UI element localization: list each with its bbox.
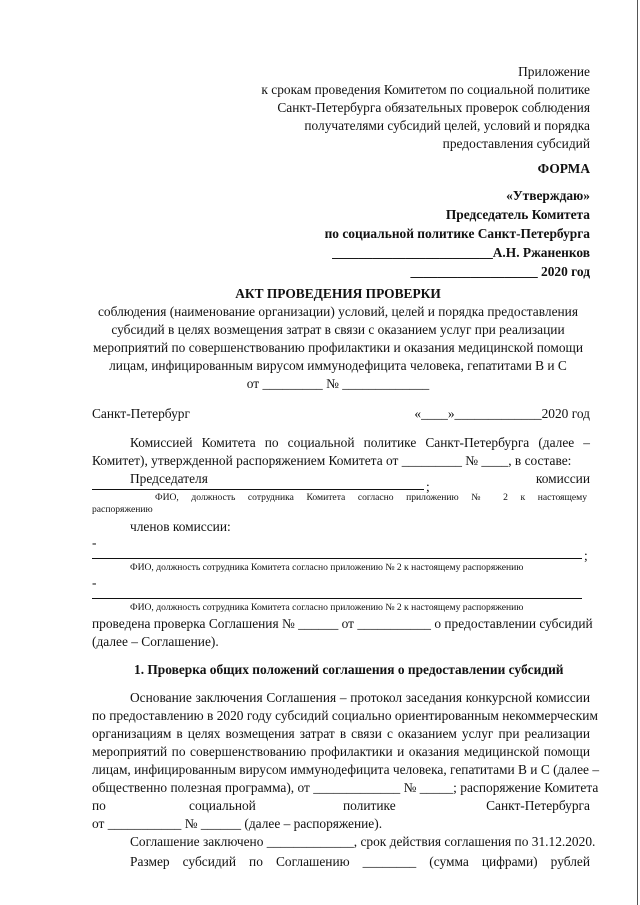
section-1-line-7-word-2: социальной <box>189 798 256 813</box>
section-1-line-6: общественно полезная программа), от _____________ № _____; распоряжение Комитета <box>92 780 599 795</box>
member-1-dash: - <box>92 535 97 550</box>
act-subtitle-line-3: мероприятий по совершенствованию профилактики и оказания медицинской помощи <box>92 340 584 355</box>
form-label: ФОРМА <box>537 161 590 176</box>
section-1-line-7-word-1: по <box>92 798 106 813</box>
city: Санкт-Петербург <box>92 406 190 421</box>
chair-label-right: комиссии <box>535 471 590 486</box>
member-1-line <box>92 558 582 559</box>
act-subtitle-line-4: лицам, инфицированным вирусом иммунодефицита человека, гепатитами В и С <box>109 358 567 373</box>
commission-line-2: Комитет), утвержденной распоряжением Комитета от _________ № ____, в составе: <box>92 453 572 468</box>
member-2-line <box>92 598 582 599</box>
check-line-2: (далее – Соглашение). <box>92 634 219 649</box>
section-1-line-2: по предоставлению в 2020 году субсидий социально ориентированным некоммерческим <box>92 708 598 723</box>
act-title: АКТ ПРОВЕДЕНИЯ ПРОВЕРКИ <box>235 286 441 301</box>
members-label: членов комиссии: <box>130 519 231 534</box>
approval-line-1: «Утверждаю» <box>506 188 590 203</box>
agreement-term: Соглашение заключено _____________, срок действия соглашения по 31.12.2020. <box>130 834 596 849</box>
appendix-line-5: предоставления субсидий <box>442 136 590 151</box>
appendix-line-4: получателями субсидий целей, условий и порядка <box>304 118 590 133</box>
section-1-line-5: лицам, инфицированным вирусом иммунодефицита человека, гепатитами В и С (далее – <box>92 762 600 777</box>
approval-line-3: по социальной политике Санкт-Петербурга <box>324 226 590 241</box>
page-edge <box>637 0 638 905</box>
approval-line-4: ________________________А.Н. Ржаненков <box>332 245 590 260</box>
check-line-1: проведена проверка Соглашения № ______ от ___________ о предоставлении субсидий <box>92 616 593 631</box>
chair-label: Председателя <box>130 471 208 486</box>
commission-line-1: Комиссией Комитета по социальной политике Санкт-Петербурга (далее – <box>130 435 590 450</box>
member-1-note: ФИО, должность сотрудника Комитета согласно приложению № 2 к настоящему распоряжению <box>130 562 524 573</box>
member-1-semicolon: ; <box>584 548 588 563</box>
section-1-line-4: мероприятий по совершенствованию профилактики и оказания медицинской помощи <box>92 744 590 759</box>
act-subtitle-line-2: субсидий в целях возмещения затрат в связи с оказанием услуг при реализации <box>111 322 565 337</box>
act-date: «____»_____________2020 год <box>414 406 590 421</box>
subsidy-amount: Размер субсидий по Соглашению ________ (сумма цифрами) рублей <box>130 854 590 869</box>
chair-fio-line <box>92 489 424 490</box>
chair-semicolon: ; <box>426 479 430 494</box>
section-1-line-3: организациям в целях возмещения затрат в связи с оказанием услуг при реализации <box>92 726 590 741</box>
act-subtitle-line-1: соблюдения (наименование организации) условий, целей и порядка предоставления <box>97 304 579 319</box>
member-2-note: ФИО, должность сотрудника Комитета согласно приложению № 2 к настоящему распоряжению <box>130 602 524 613</box>
section-1-line-7-word-4: Санкт-Петербурга <box>486 798 590 813</box>
section-1-line-1: Основание заключения Соглашения – протокол заседания конкурсной комиссии <box>130 690 590 705</box>
chair-note-line-1: ФИО, должность сотрудника Комитета согласно приложению № 2 к настоящему <box>155 492 587 503</box>
act-number-date: от _________ № _____________ <box>246 376 430 391</box>
section-1-line-8: от ___________ № ______ (далее – распоряжение). <box>92 816 383 831</box>
section-1-heading: 1. Проверка общих положений соглашения о предоставлении субсидий <box>134 662 564 677</box>
member-2-dash: - <box>92 575 97 590</box>
approval-line-5: ___________________ 2020 год <box>410 264 590 279</box>
chair-note-line-2: распоряжению <box>92 504 153 515</box>
appendix-line-1: Приложение <box>518 64 590 79</box>
section-1-line-7-word-3: политике <box>343 798 396 813</box>
appendix-line-2: к срокам проведения Комитетом по социальной политике <box>261 82 590 97</box>
appendix-line-3: Санкт-Петербурга обязательных проверок соблюдения <box>277 100 590 115</box>
approval-line-2: Председатель Комитета <box>445 207 590 222</box>
